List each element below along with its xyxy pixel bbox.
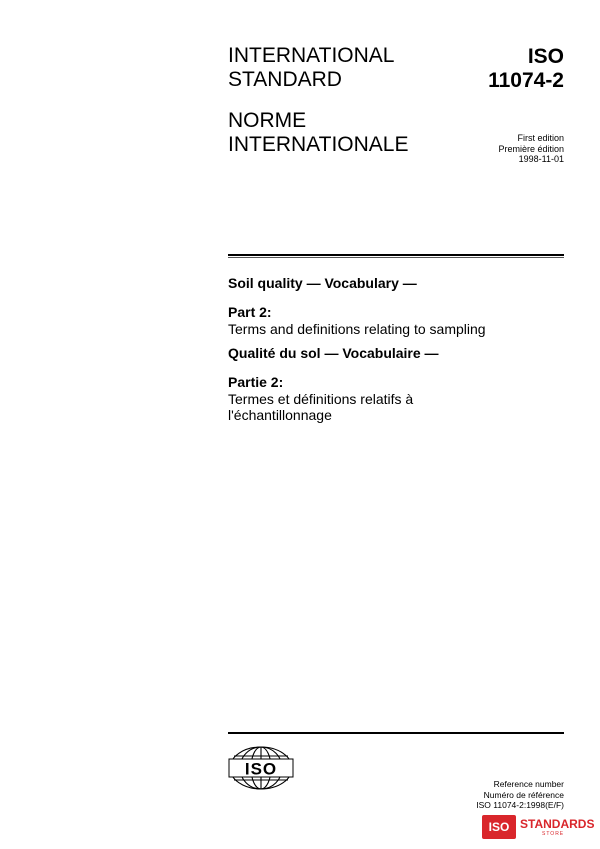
top-divider-thin xyxy=(228,257,564,258)
standard-title-line2: STANDARD xyxy=(228,68,342,91)
norme-title xyxy=(228,109,408,157)
iso-globe-logo-icon xyxy=(228,745,294,791)
reference-number xyxy=(476,779,564,811)
edition-line2: Première édition xyxy=(498,143,564,154)
store-badge-iso: ISO xyxy=(482,815,516,839)
norme-title-line2: INTERNATIONALE xyxy=(228,133,409,156)
english-part-label: Part 2: xyxy=(228,304,272,320)
standard-title xyxy=(228,44,394,92)
store-badge-label: STANDARDS xyxy=(520,817,595,831)
english-main-title: Soil quality — Vocabulary — xyxy=(228,275,417,291)
standard-title-line1: INTERNATIONAL xyxy=(228,44,395,67)
iso-number: 11074-2 xyxy=(488,69,564,92)
french-subtitle-line2: l'échantillonnage xyxy=(228,407,332,423)
french-subtitle-line1: Termes et définitions relatifs à xyxy=(228,391,414,407)
english-subtitle: Terms and definitions relating to sampling xyxy=(228,321,486,337)
edition-line1: First edition xyxy=(517,133,564,143)
french-part-label: Partie 2: xyxy=(228,374,284,390)
reference-code: ISO 11074-2:1998(E/F) xyxy=(476,800,564,810)
iso-number-block xyxy=(488,45,564,93)
edition-date: 1998-11-01 xyxy=(518,154,564,164)
document-titles xyxy=(228,275,564,423)
logo-text: ISO xyxy=(244,759,278,779)
french-main-title: Qualité du sol — Vocabulaire — xyxy=(228,345,439,361)
reference-line2: Numéro de référence xyxy=(483,789,564,800)
norme-title-line1: NORME xyxy=(228,109,307,132)
edition-info xyxy=(498,133,564,165)
top-divider xyxy=(228,254,564,256)
store-badge-sub: STORE xyxy=(542,831,565,837)
bottom-divider xyxy=(228,732,564,734)
iso-label: ISO xyxy=(527,45,564,68)
iso-standards-store-badge xyxy=(482,815,595,839)
reference-line1: Reference number xyxy=(493,779,564,789)
